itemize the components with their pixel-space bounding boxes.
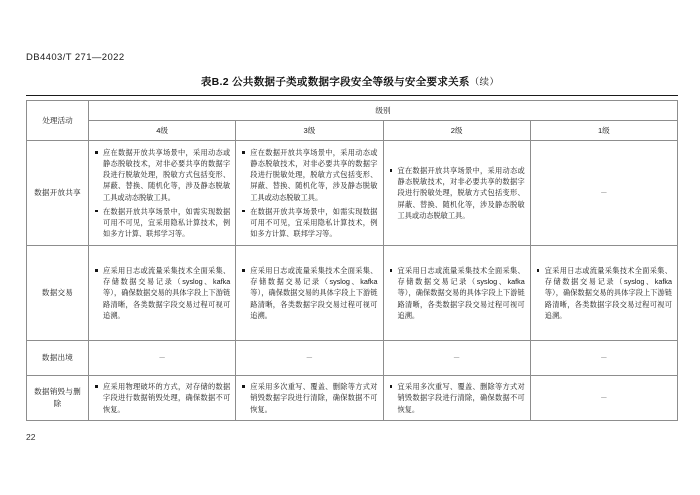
table-caption-suffix: （续） xyxy=(469,77,500,88)
requirement-cell-level-4: － xyxy=(89,341,236,376)
requirement-list xyxy=(94,147,230,239)
requirement-list xyxy=(389,265,525,321)
requirement-cell-level-3 xyxy=(236,376,383,421)
security-level-table xyxy=(26,100,678,421)
table-head xyxy=(27,101,678,141)
requirement-cell-level-3: － xyxy=(236,341,383,376)
table-caption xyxy=(0,74,700,89)
requirement-cell-level-4 xyxy=(89,141,236,246)
requirement-item: 应采用日志或流量采集技术全面采集、存储数据交易记录（syslog、kafka等），确保数据交易的具体字段上下游链路清晰，各类数据字段交易过程可视可追溯。 xyxy=(241,265,377,321)
requirement-item: 在数据开放共享场景中，如需实现数据可用不可见，宜采用隐私计算技术，例如多方计算、联邦学习等。 xyxy=(94,206,230,239)
row-activity-label: 数据开放共享 xyxy=(27,141,89,246)
column-header-activity: 处理活动 xyxy=(27,101,89,141)
requirement-cell-level-4 xyxy=(89,376,236,421)
requirement-item: 应采用物理破坏的方式，对存储的数据字段进行数据销毁处理，确保数据不可恢复。 xyxy=(94,381,230,414)
column-header-level-4: 4级 xyxy=(89,121,236,141)
requirement-cell-level-2: － xyxy=(383,341,530,376)
column-header-level-2: 2级 xyxy=(383,121,530,141)
column-header-level-1: 1级 xyxy=(530,121,677,141)
row-activity-label: 数据销毁与删除 xyxy=(27,376,89,421)
requirement-list xyxy=(389,165,525,221)
page-number: 22 xyxy=(26,432,36,442)
requirement-list xyxy=(389,381,525,414)
requirement-cell-level-1: － xyxy=(530,341,677,376)
table-row xyxy=(27,141,678,246)
requirement-cell-level-1: － xyxy=(530,141,677,246)
table-row xyxy=(27,341,678,376)
table-row xyxy=(27,246,678,341)
requirement-list xyxy=(241,381,377,414)
requirement-item: 宜采用多次重写、覆盖、删除等方式对销毁数据字段进行清除，确保数据不可恢复。 xyxy=(389,381,525,414)
requirement-item: 应采用多次重写、覆盖、删除等方式对销毁数据字段进行清除，确保数据不可恢复。 xyxy=(241,381,377,414)
column-header-level-group: 级别 xyxy=(89,101,678,121)
requirement-list xyxy=(94,381,230,414)
table-row xyxy=(27,376,678,421)
requirement-cell-level-4 xyxy=(89,246,236,341)
requirement-cell-level-3 xyxy=(236,141,383,246)
requirement-item: 应在数据开放共享场景中，采用动态或静态脱敏技术，对非必要共享的数据字段进行脱敏处理，脱敏方式包括变形、屏蔽、替换、随机化等，涉及静态脱敏工具或动态脱敏工具。 xyxy=(94,147,230,203)
requirement-item: 应在数据开放共享场景中，采用动态或静态脱敏技术，对非必要共享的数据字段进行脱敏处理，脱敏方式包括变形、屏蔽、替换、随机化等，涉及静态脱敏工具或动态脱敏工具。 xyxy=(241,147,377,203)
requirement-item: 应采用日志或流量采集技术全面采集、存储数据交易记录（syslog、kafka等），确保数据交易的具体字段上下游链路清晰，各类数据字段交易过程可视可追溯。 xyxy=(94,265,230,321)
requirement-cell-level-2 xyxy=(383,376,530,421)
requirement-cell-level-2 xyxy=(383,141,530,246)
requirement-item: 宜在数据开放共享场景中，采用动态或静态脱敏技术，对非必要共享的数据字段进行脱敏处理，脱敏方式包括变形、屏蔽、替换、随机化等，涉及静态脱敏工具或动态脱敏工具。 xyxy=(389,165,525,221)
requirement-item: 宜采用日志或流量采集技术全面采集、存储数据交易记录（syslog、kafka等），确保数据交易的具体字段上下游链路清晰，各类数据字段交易过程可视可追溯。 xyxy=(389,265,525,321)
table-body xyxy=(27,141,678,421)
running-header: DB4403/T 271—2022 xyxy=(26,52,125,63)
table-caption-main: 表B.2 公共数据子类或数据字段安全等级与安全要求关系 xyxy=(200,76,470,88)
row-activity-label: 数据交易 xyxy=(27,246,89,341)
requirement-list xyxy=(241,265,377,321)
table-header-row-group xyxy=(27,101,678,121)
requirement-cell-level-3 xyxy=(236,246,383,341)
header-divider-rule xyxy=(26,95,678,96)
requirement-cell-level-1: － xyxy=(530,376,677,421)
requirement-item: 宜采用日志或流量采集技术全面采集、存储数据交易记录（syslog、kafka等），确保数据交易的具体字段上下游链路清晰，各类数据字段交易过程可视可追溯。 xyxy=(536,265,672,321)
requirement-list xyxy=(536,265,672,321)
requirement-cell-level-2 xyxy=(383,246,530,341)
requirement-list xyxy=(94,265,230,321)
requirement-list xyxy=(241,147,377,239)
row-activity-label: 数据出境 xyxy=(27,341,89,376)
requirement-cell-level-1 xyxy=(530,246,677,341)
column-header-level-3: 3级 xyxy=(236,121,383,141)
table-header-row-levels xyxy=(27,121,678,141)
requirement-item: 在数据开放共享场景中，如需实现数据可用不可见，宜采用隐私计算技术，例如多方计算、联邦学习等。 xyxy=(241,206,377,239)
